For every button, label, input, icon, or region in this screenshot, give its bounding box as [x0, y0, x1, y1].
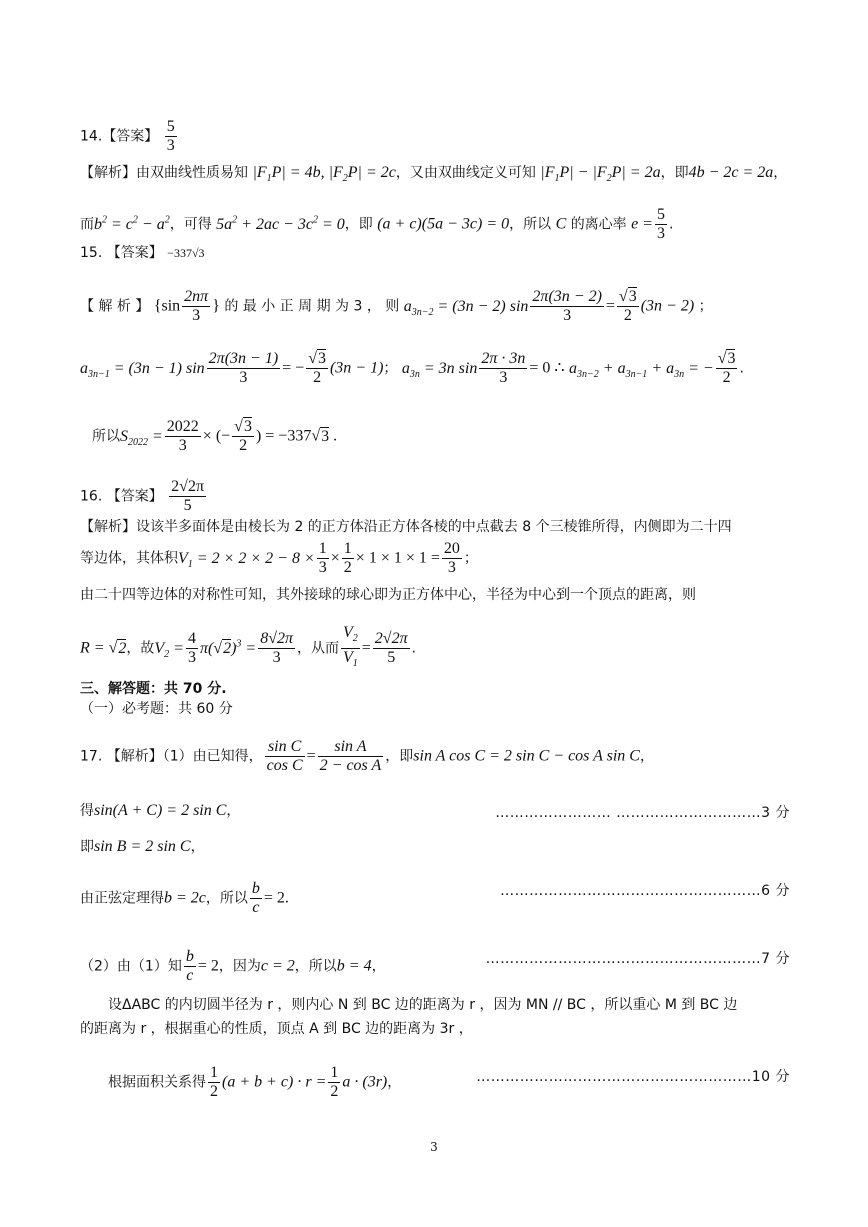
answer-tag: 【答案】 — [102, 128, 159, 145]
q15-conclusion: 所以$S_{2022}$ = $\frac{2022}{3}$ × (− $\frac{√3}{2}$ ) = −337√3 . — [92, 418, 338, 454]
q17-paragraph-line1: 设ΔABC 的内切圆半径为 r ，则内心 N 到 BC 边的距离为 r ，因为 MN // BC ，所以重心 M 到 BC 边 — [108, 997, 738, 1013]
q16-analysis-line3: 由二十四等边体的对称性可知，其外接球的球心即为正方体中心，半径为中心到一个顶点的距离，则 — [80, 587, 696, 603]
q14-analysis-line2: 而$b^2 = c^2 - a^2$，可得 $5a^2 + 2ac - 3c^2 = 0$，即 (a + c)(5a − 3c) = 0，所以 C 的离心率 e = $\frac{5}{3}$ . — [80, 206, 674, 242]
q17-step1-score: …………………… …………………………3 分 — [495, 805, 790, 821]
answer-tag: 【答案】 — [106, 488, 163, 505]
q17-step1: 得sin(A + C) = 2 sin C， — [80, 802, 241, 819]
q16-analysis-line2: 等边体，其体积$V_1 = 2 \times 2 \times 2 - 8$ × $\frac{1}{3}$ × $\frac{1}{2}$ × 1 × 1 × 1 = $\frac{20}{3}$ ； — [80, 540, 478, 576]
q17-paragraph-line2: 的距离为 r ，根据重心的性质，顶点 A 到 BC 边的距离为 3r ， — [80, 1021, 473, 1037]
page-number: 3 — [430, 1140, 438, 1154]
section-subheading: （一）必考题：共 60 分 — [80, 701, 233, 717]
q15-analysis-line1: 【 解 析 】 {sin $\frac{2n\pi}{3}$ } 的 最 小 正 周 期 为 3 ， 则 $a_{3n-2} = (3n - 2)$ sin $\frac{2\pi(3n - 2)}{3}$ = $\frac{√3}{2}$ (3n − 2) ； — [80, 288, 713, 324]
answer-tag: 【答案】 — [106, 245, 163, 261]
q14-analysis-line1: 【解析】由双曲线性质易知 $|F_1P| = 4b$, $|F_2P| = 2c$，又由双曲线定义可知 $|F_1P| - |F_2P| = 2a$，即4b − 2c = 2a， — [80, 164, 788, 185]
q17-area-relation: 根据面积关系得 $\frac{1}{2}$ (a + b + c) · r = $\frac{1}{2}$ a · (3r)， — [108, 1064, 402, 1100]
q17-step3-score: ………………………………………………6 分 — [500, 883, 790, 899]
q17-intro: 17. 【解析】（1）由已知得， $\frac{\text{sin C}}{\text{cos C}}$ = $\frac{\text{sin A}}{\text{2 − cos A}}$ ，即sin A cos C = 2 sin C − cos A sin C， — [80, 738, 654, 774]
q16-analysis-line1: 【解析】设该半多面体是由棱长为 2 的正方体沿正方体各棱的中点截去 8 个三棱锥所得，内侧即为二十四 — [80, 519, 732, 535]
q15-analysis-line2: $a_{3n-1} = (3n - 1)$ sin $\frac{2\pi(3n - 1)}{3}$ = − $\frac{√3}{2}$ (3n − 1)； $a_{3n} = 3n$ sin $\frac{2\pi \cdot 3n}{3}$ = 0 ∴ $a_{3n-2} + a_{3n-1} + a_{3n}$ = − $\frac{√3}{2}$ . — [80, 350, 744, 386]
analysis-tag: 【解析】 — [80, 165, 136, 181]
q17-step2: 即sin B = 2 sin C， — [80, 838, 205, 855]
q14-answer-line — [80, 118, 179, 155]
q17-part2: （2）由（1）知 $\frac{b}{c}$ = 2，因为c = 2，所以b = 4， — [80, 948, 386, 984]
q17-part2-score: …………………………………………………7 分 — [485, 951, 790, 967]
q17-area-score: …………………………………………………10 分 — [476, 1069, 790, 1085]
q16-answer-line — [80, 478, 208, 515]
q16-answer-fraction: $\frac{2√2\pi}{5}$ — [171, 478, 205, 514]
q14-number: 14. — [80, 128, 103, 145]
q16-analysis-line4: R = √2，故$V_2$ = $\frac{4}{3}$ $\pi(√2)^3$ = $\frac{8√2\pi}{3}$ ，从而 $\frac{V_2}{V_1}$ = $\frac{2√2\pi}{5}$ . — [80, 624, 417, 670]
section-heading: 三、解答题：共 70 分. — [80, 681, 227, 697]
q14-answer-fraction: $\frac{5}{3}$ — [166, 118, 175, 154]
analysis-tag: 【 解 析 】 — [80, 298, 150, 315]
q15-number: 15. — [80, 245, 103, 261]
q16-number: 16. — [80, 488, 103, 505]
q15-answer-line — [80, 244, 205, 262]
q15-answer: −337√3 — [167, 246, 205, 260]
q17-step3: 由正弦定理得b = 2c，所以 $\frac{b}{c}$ = 2. — [80, 880, 289, 916]
